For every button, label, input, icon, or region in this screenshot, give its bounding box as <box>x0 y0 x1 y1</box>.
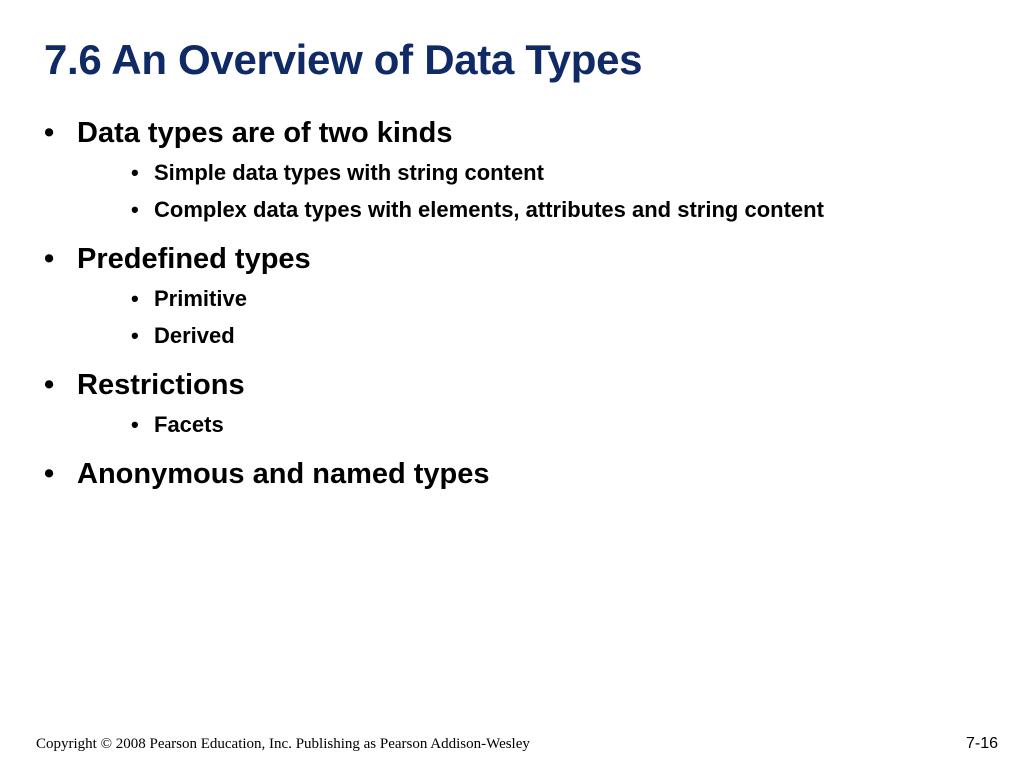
sub-bullet-list <box>77 280 994 354</box>
bullet-marker: • <box>44 369 55 401</box>
sub-bullet-text: Simple data types with string content <box>154 160 544 185</box>
sub-bullet-marker: • <box>131 286 139 311</box>
bullet-marker: • <box>44 458 55 490</box>
sub-bullet-marker: • <box>131 160 139 185</box>
sub-bullet-marker: • <box>131 412 139 437</box>
sub-bullet-marker: • <box>131 323 139 348</box>
bullet-marker: • <box>44 243 55 275</box>
bullet-item <box>44 112 994 228</box>
sub-bullet-text: Facets <box>154 412 224 437</box>
sub-bullet-text: Derived <box>154 323 235 348</box>
sub-bullet-item <box>77 154 994 191</box>
bullet-item <box>44 364 994 443</box>
sub-bullet-list <box>77 406 994 443</box>
footer-copyright: Copyright © 2008 Pearson Education, Inc. Publishing as Pearson Addison-Wesley <box>36 736 530 752</box>
slide-title: 7.6 An Overview of Data Types <box>44 36 643 83</box>
bullet-text: Restrictions <box>77 369 245 401</box>
sub-bullet-item <box>77 406 994 443</box>
bullet-item <box>44 453 994 495</box>
sub-bullet-text: Complex data types with elements, attributes and string content <box>154 197 824 222</box>
sub-bullet-marker: • <box>131 197 139 222</box>
bullet-text: Predefined types <box>77 243 311 275</box>
bullet-item <box>44 238 994 354</box>
page-number: 7-16 <box>965 735 998 752</box>
sub-bullet-item <box>77 191 994 228</box>
bullet-text: Anonymous and named types <box>77 458 490 490</box>
bullet-text: Data types are of two kinds <box>77 117 453 149</box>
bullet-marker: • <box>44 117 55 149</box>
bullet-list <box>44 112 994 495</box>
sub-bullet-list <box>77 154 994 228</box>
sub-bullet-text: Primitive <box>154 286 247 311</box>
sub-bullet-item <box>77 317 994 354</box>
sub-bullet-item <box>77 280 994 317</box>
